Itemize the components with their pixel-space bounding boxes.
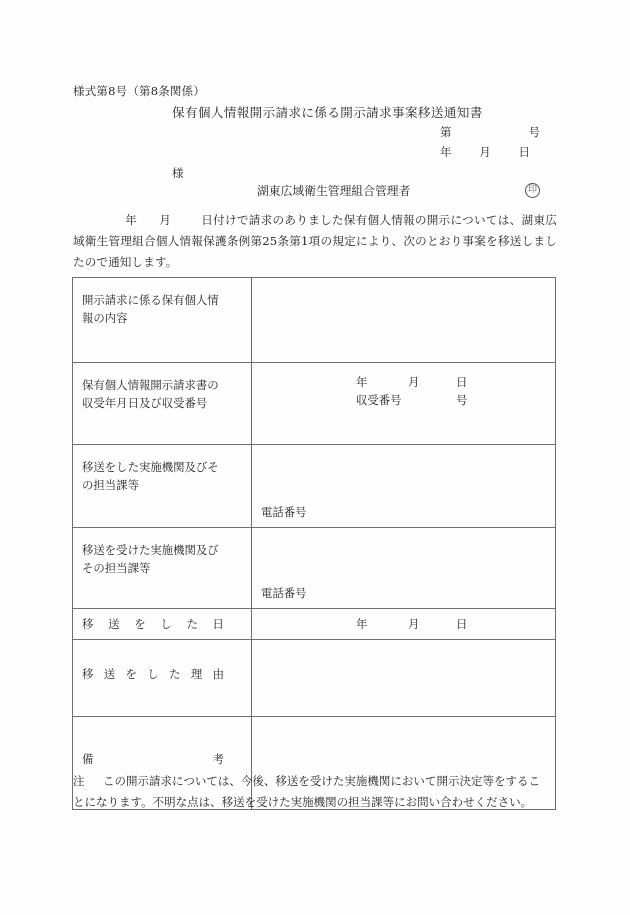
notification-form-table	[72, 277, 556, 810]
row-value-disclosure-content[interactable]	[252, 278, 556, 363]
row-label-receiving-agency	[73, 528, 252, 609]
table-row	[73, 363, 556, 445]
receipt-date-fields	[356, 373, 496, 391]
receipt-month-label: 月	[408, 375, 420, 389]
note-line-2: とになります。不明な点は、移送を受けた実施機関の担当課等にお問い合わせください。	[73, 795, 533, 809]
label-char: を	[134, 617, 146, 631]
label-line-1: 移送を受けた実施機関及び	[82, 543, 219, 557]
label-line-2: 報の内容	[82, 311, 128, 325]
row-value-receipt-date-number[interactable]	[252, 363, 556, 445]
number-prefix: 第	[440, 125, 452, 139]
label-char: 考	[212, 752, 224, 766]
transfer-month-label: 月	[408, 617, 420, 631]
document-date-line	[440, 144, 530, 160]
document-title: 保有個人情報開示請求に係る開示請求事案移送通知書	[172, 105, 483, 120]
body-text-line3: したので通知します。	[73, 234, 557, 269]
row-label-receipt-date-number	[73, 363, 252, 445]
label-char: 送	[103, 667, 116, 681]
table-row	[73, 445, 556, 528]
receipt-number-fields	[356, 391, 496, 409]
row-label-disclosure-content	[73, 278, 252, 363]
label-line-1: 移送をした実施機関及びそ	[82, 460, 219, 474]
transfer-year-label: 年	[356, 617, 368, 631]
label-char: を	[125, 667, 137, 681]
remarks-label-chars	[82, 750, 224, 768]
table-row	[73, 640, 556, 717]
number-suffix: 号	[528, 125, 540, 139]
body-text-line2: 広域衛生管理組合個人情報保護条例第25条第1項の規定により、次のとおり事案を移送しま	[73, 213, 557, 248]
label-char: 移	[82, 667, 94, 681]
transfer-reason-label-wrap	[82, 640, 242, 708]
label-char: 理	[190, 667, 203, 681]
label-char: し	[160, 617, 172, 631]
receipt-number-label: 収受番号	[356, 393, 402, 407]
addressee-honorific: 様	[172, 166, 184, 180]
date-day-label: 日	[518, 145, 530, 159]
form-number: 様式第8号（第8条関係）	[73, 84, 206, 98]
label-line-1: 開示請求に係る保有個人情	[82, 293, 219, 307]
sending-agency-tel-label: 電話番号	[261, 505, 307, 519]
table-row	[73, 609, 556, 640]
transfer-day-label: 日	[456, 617, 468, 631]
table-row	[73, 278, 556, 363]
label-char: 移	[82, 617, 94, 631]
body-date-year: 年	[125, 213, 138, 227]
row-value-transfer-reason[interactable]	[252, 640, 556, 717]
row-value-transfer-date[interactable]	[252, 609, 556, 640]
note-line-1: この開示請求については、今後、移送を受けた実施機関において開示決定等をするこ	[103, 774, 540, 788]
row-label-transfer-reason	[73, 640, 252, 717]
body-date-month: 月	[159, 213, 172, 227]
date-year-label: 年	[440, 145, 452, 159]
label-char: た	[186, 617, 198, 631]
row-label-sending-agency	[73, 445, 252, 528]
issuer-name: 湖東広域衛生管理組合管理者	[257, 184, 411, 198]
transfer-date-fields	[356, 615, 496, 633]
row-value-sending-agency[interactable]	[252, 445, 556, 528]
seal-icon: 印	[525, 183, 540, 198]
label-char: 送	[108, 617, 120, 631]
footer-note	[73, 771, 560, 813]
label-char: し	[147, 667, 159, 681]
receipt-day-label: 日	[456, 375, 468, 389]
row-value-receiving-agency[interactable]	[252, 528, 556, 609]
note-marker: 注	[73, 774, 85, 788]
label-line-1: 保有個人情報開示請求書の	[82, 378, 219, 392]
document-number-line	[440, 124, 540, 140]
receipt-number-suffix: 号	[456, 393, 468, 407]
table-row	[73, 528, 556, 609]
transfer-date-label-chars	[82, 615, 224, 633]
receipt-year-label: 年	[356, 375, 368, 389]
label-line-2: の担当課等	[82, 478, 139, 492]
label-char: 日	[212, 617, 224, 631]
issuer-row	[257, 182, 540, 199]
body-paragraph	[73, 210, 557, 273]
date-month-label: 月	[479, 145, 491, 159]
transfer-reason-label-chars	[82, 665, 224, 683]
receiving-agency-tel-label: 電話番号	[261, 586, 307, 600]
label-line-2: その担当課等	[82, 561, 151, 575]
body-text-line1: 日付けで請求のありました保有個人情報の開示については、湖東	[201, 213, 546, 227]
row-label-transfer-date	[73, 609, 252, 640]
label-char: た	[169, 667, 181, 681]
label-line-2: 収受年月日及び収受番号	[82, 396, 208, 410]
label-char: 由	[212, 667, 224, 681]
label-char: 備	[82, 752, 94, 766]
